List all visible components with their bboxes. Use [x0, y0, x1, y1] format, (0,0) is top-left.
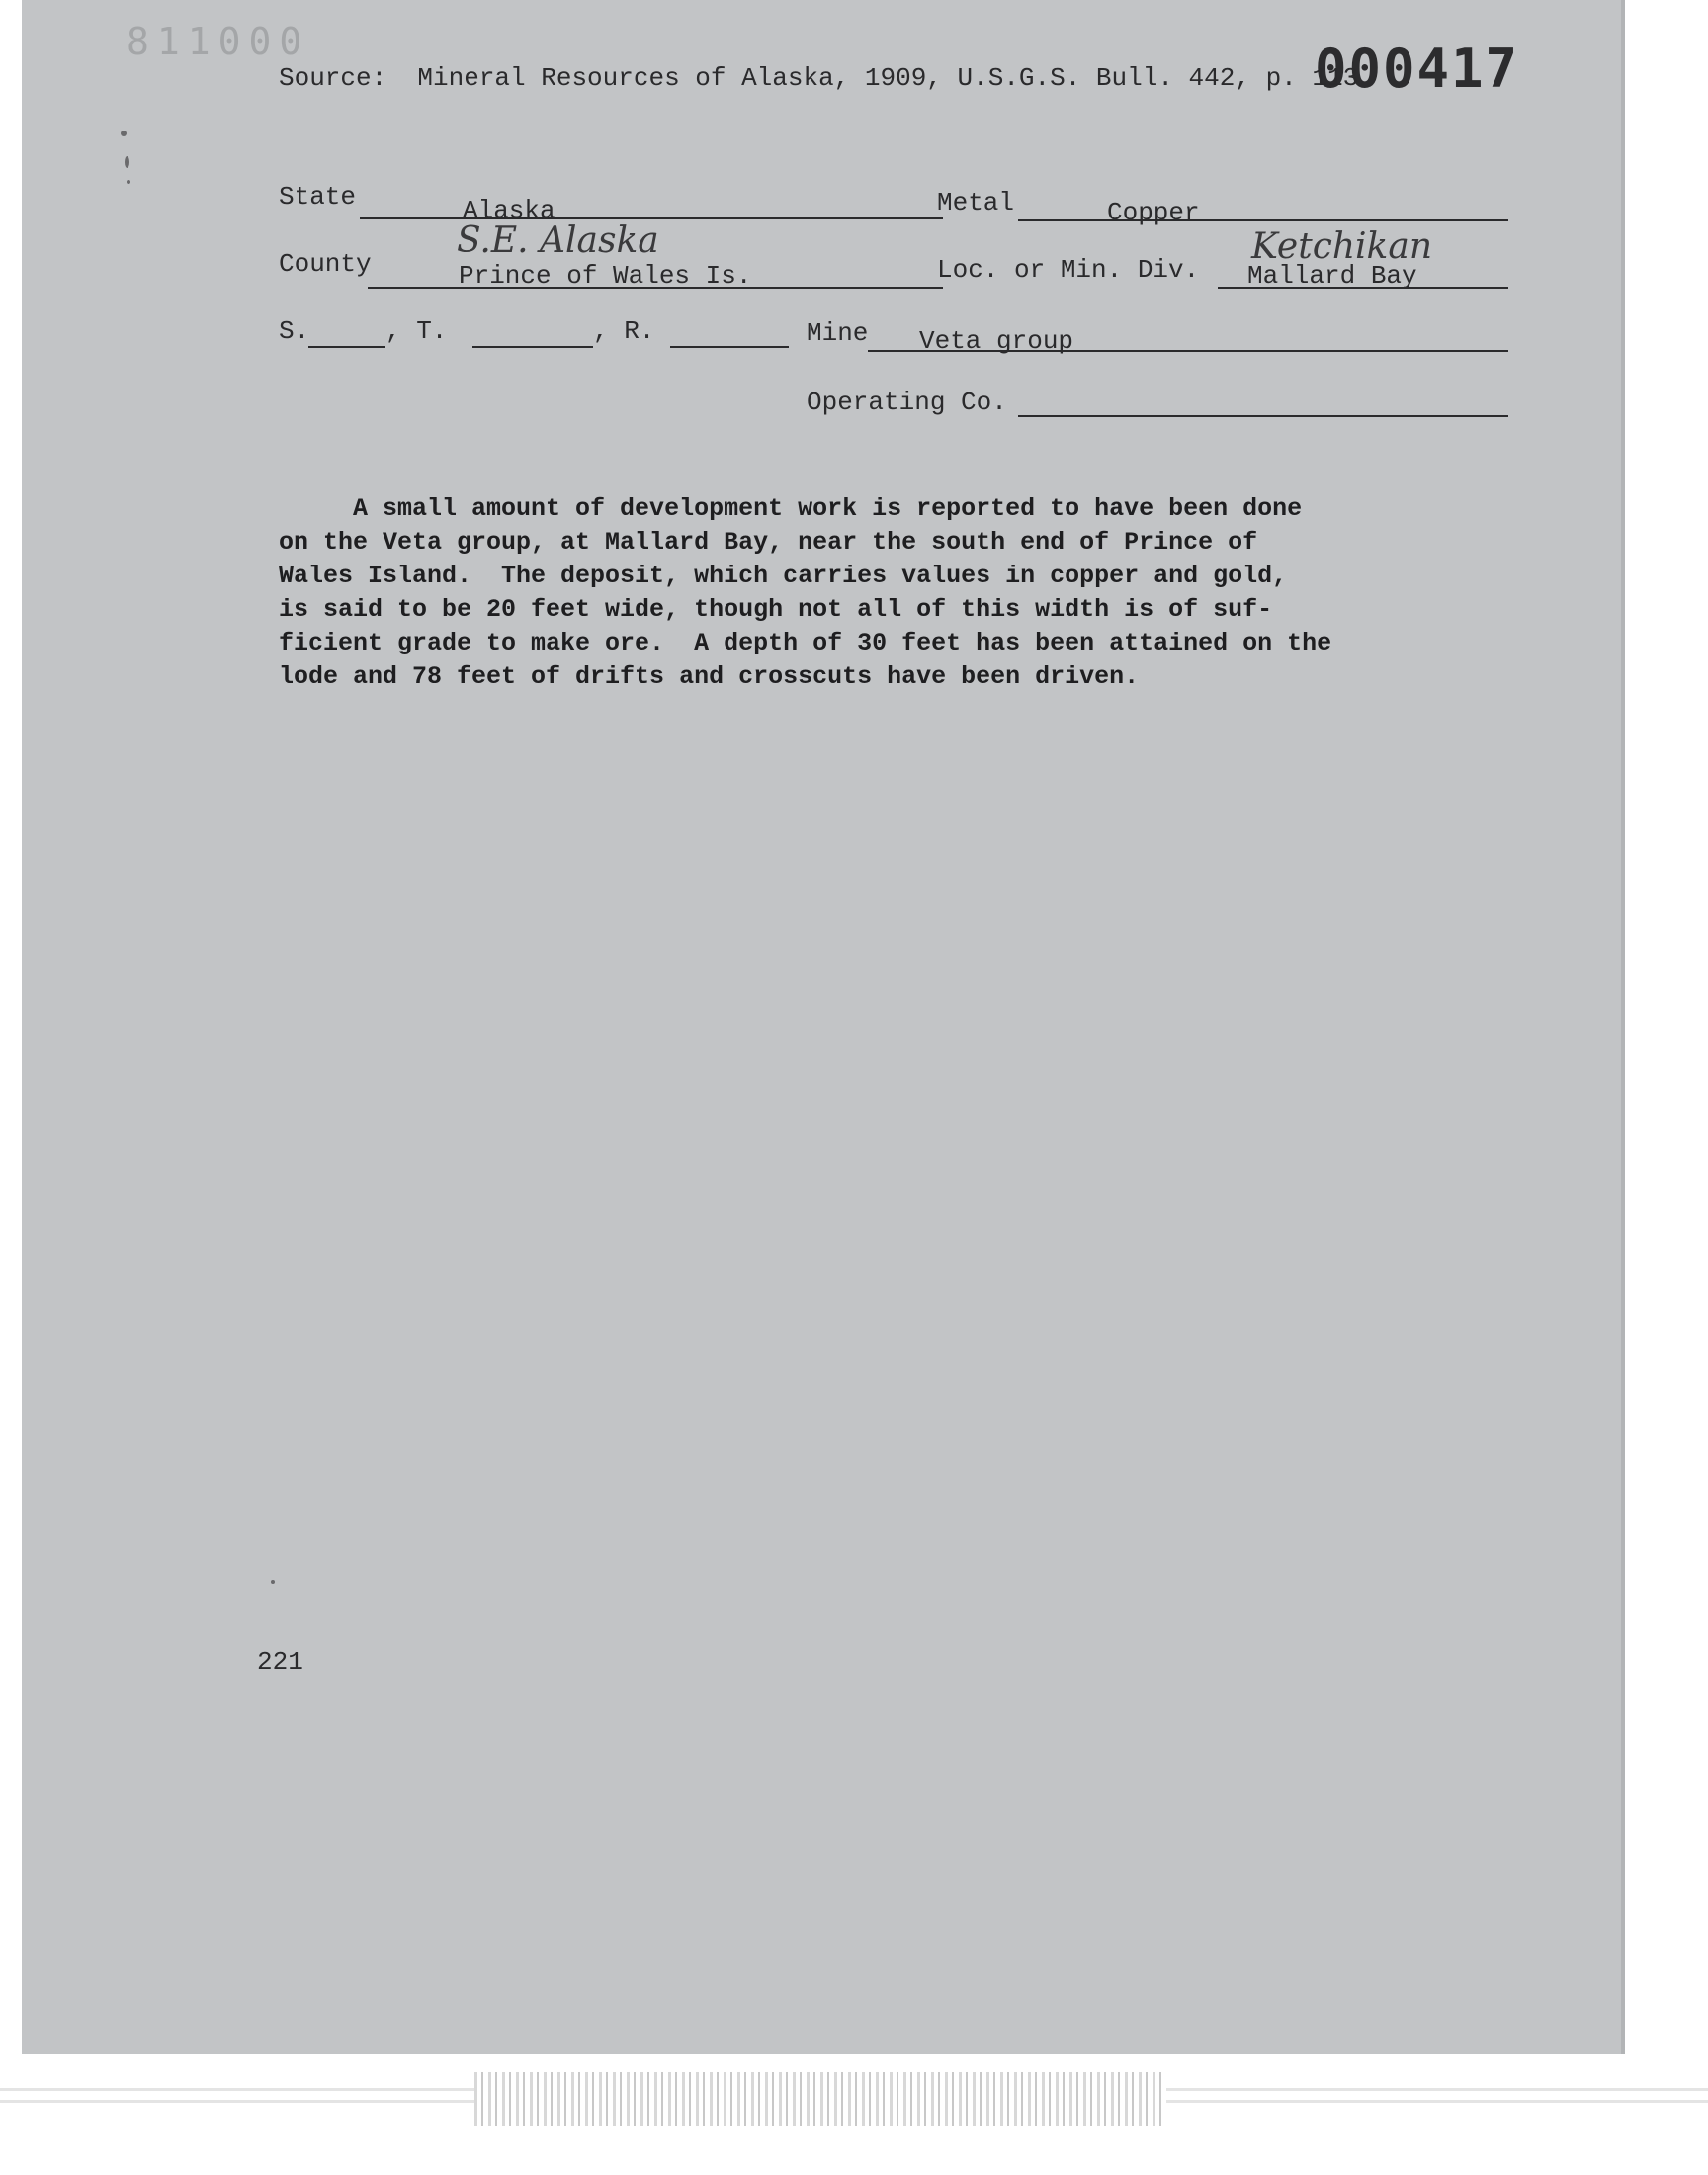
paragraph-line: lode and 78 feet of drifts and crosscuts have been driven. [279, 662, 1140, 691]
section-underline [308, 346, 385, 348]
document-stamp-number: 000417 [1315, 38, 1520, 100]
paragraph-line: ficient grade to make ore. A depth of 30 feet has been attained on the [279, 629, 1332, 657]
paragraph-line: A small amount of development work is reported to have been done [279, 494, 1303, 523]
source-line: Source: Mineral Resources of Alaska, 1909, U.S.G.S. Bull. 442, p. 113 [279, 63, 1359, 93]
range-underline [670, 346, 789, 348]
state-value: Alaska [463, 196, 555, 225]
township-underline [472, 346, 593, 348]
metal-value: Copper [1107, 198, 1200, 227]
paper-speck [127, 180, 130, 184]
page-number: 221 [257, 1647, 303, 1677]
description-paragraph [279, 492, 1465, 694]
range-label: , R. [593, 316, 655, 346]
paragraph-line: on the Veta group, at Mallard Bay, near the south end of Prince of [279, 528, 1258, 557]
paragraph-line: Wales Island. The deposit, which carries values in copper and gold, [279, 562, 1288, 590]
county-handwritten-note: S.E. Alaska [457, 220, 659, 261]
mine-value: Veta group [919, 326, 1074, 356]
scanner-artifact-bars [474, 2072, 1166, 2126]
county-label: County [279, 249, 372, 279]
operating-co-label: Operating Co. [807, 388, 1007, 417]
paper-speck [271, 1580, 275, 1584]
paragraph-line: is said to be 20 feet wide, though not all of this width is of suf- [279, 595, 1273, 624]
metal-label: Metal [937, 188, 1015, 218]
index-card-sheet [22, 0, 1625, 2054]
district-handwritten-note: Ketchikan [1251, 226, 1433, 267]
operating-co-underline [1018, 415, 1508, 417]
state-underline [360, 218, 943, 219]
district-value: Mallard Bay [1247, 261, 1417, 291]
metal-underline [1018, 219, 1508, 221]
paper-speck [121, 130, 127, 136]
state-label: State [279, 182, 357, 212]
faded-stamp-number: 811000 [127, 20, 310, 63]
section-label: S. [279, 316, 310, 346]
township-label: , T. [385, 316, 448, 346]
county-value: Prince of Wales Is. [459, 261, 752, 291]
paper-speck [125, 156, 129, 168]
district-label: Loc. or Min. Div. [937, 255, 1200, 285]
mine-label: Mine [807, 318, 869, 348]
